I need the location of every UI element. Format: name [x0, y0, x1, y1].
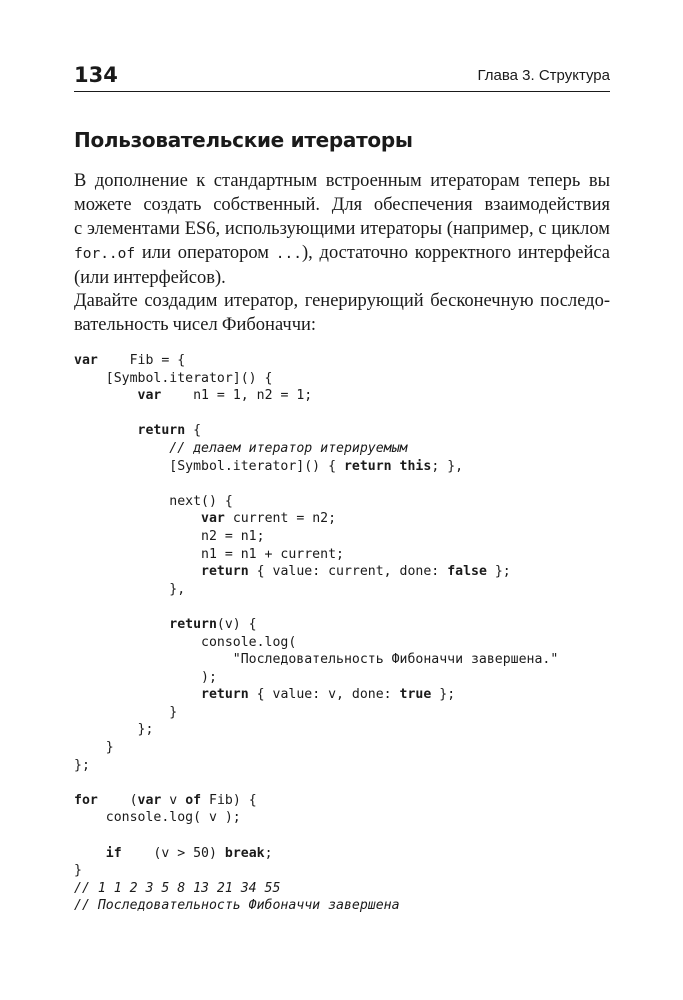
- code-text: },: [74, 581, 186, 597]
- code-comment: // 1 1 2 3 5 8 13 21 34 55: [74, 880, 281, 896]
- code-text: console.log( v );: [74, 810, 241, 826]
- code-text: [Symbol.iterator]() {: [74, 370, 273, 386]
- code-text: [Symbol.iterator]() {: [74, 458, 344, 474]
- running-title: Глава 3. Структура: [477, 67, 610, 84]
- paragraph-line: вательность чисел Фибоначчи:: [74, 315, 317, 335]
- code-text: current = n2;: [224, 511, 337, 527]
- code-line: [74, 757, 614, 775]
- code-line: [74, 440, 614, 458]
- code-line: [74, 493, 614, 511]
- paragraph-text: или оператором: [135, 243, 276, 263]
- fibonacci-paragraph: [74, 289, 610, 337]
- code-text: );: [74, 669, 217, 685]
- code-text: ;: [264, 845, 273, 861]
- code-text: }: [74, 704, 178, 720]
- code-line: [74, 634, 614, 652]
- code-keyword: false: [447, 564, 487, 580]
- code-line: [74, 686, 614, 704]
- code-line: [74, 721, 614, 739]
- code-comment: // делаем итератор итерируемым: [169, 440, 408, 456]
- inline-code-for-of: for..of: [74, 246, 136, 262]
- code-text: Fib) {: [201, 792, 257, 808]
- code-keyword: return: [137, 423, 186, 439]
- code-line: [74, 370, 614, 388]
- paragraph-line: В дополнение к стандартным встроенным итераторам теперь вы: [74, 171, 610, 191]
- code-text: [74, 617, 169, 632]
- code-comment: // Последовательность Фибоначчи завершена: [74, 898, 400, 914]
- code-keyword: this: [399, 458, 432, 474]
- code-line: [74, 422, 614, 440]
- code-line: [74, 809, 614, 827]
- code-text: [74, 687, 201, 702]
- code-line: [74, 510, 614, 528]
- code-keyword: true: [399, 687, 432, 703]
- code-line: [74, 352, 614, 370]
- code-line: [74, 475, 614, 493]
- paragraph-line: Давайте создадим итератор, генерирующий бесконечную последо-: [74, 291, 610, 311]
- code-text: n2 = n1;: [74, 528, 265, 544]
- code-keyword: return: [201, 564, 249, 580]
- code-line: [74, 739, 614, 757]
- code-line: [74, 792, 614, 810]
- code-keyword: of: [185, 792, 202, 808]
- code-text: v: [161, 792, 186, 808]
- code-line: [74, 563, 614, 581]
- code-keyword: var: [137, 388, 162, 404]
- code-line: [74, 598, 614, 616]
- code-keyword: return: [169, 616, 217, 632]
- code-line: [74, 405, 614, 423]
- code-text: console.log(: [74, 634, 297, 650]
- code-text: };: [74, 722, 154, 738]
- code-text: { value: v, done:: [248, 687, 400, 703]
- intro-paragraph: [74, 169, 610, 290]
- code-keyword: break: [224, 845, 265, 861]
- code-text: (v) {: [216, 616, 257, 632]
- code-line: [74, 528, 614, 546]
- code-text: "Последовательность Фибоначчи завершена.": [74, 652, 559, 668]
- code-text: };: [74, 757, 90, 773]
- code-line: [74, 581, 614, 599]
- paragraph-line: (или интерфейсов).: [74, 268, 226, 288]
- code-text: [74, 511, 201, 526]
- page-header: [74, 62, 610, 90]
- code-text: n1 = 1, n2 = 1;: [161, 388, 313, 404]
- code-line: [74, 546, 614, 564]
- code-line: [74, 458, 614, 476]
- code-line: [74, 651, 614, 669]
- paragraph-line: с элементами ES6, использующими итераторы (например, с циклом: [74, 219, 610, 239]
- code-line: [74, 897, 614, 915]
- code-line: [74, 387, 614, 405]
- code-text: { value: current, done:: [248, 564, 448, 580]
- paragraph-text: ), достаточно корректного интерфейса: [301, 243, 610, 263]
- code-text: ; },: [431, 458, 464, 474]
- code-text: }: [74, 740, 114, 756]
- code-text: [74, 846, 106, 861]
- code-text: next() {: [74, 493, 233, 509]
- code-text: }: [74, 863, 82, 879]
- code-text: [392, 459, 400, 474]
- code-line: [74, 862, 614, 880]
- code-line: [74, 827, 614, 845]
- code-keyword: var: [201, 511, 225, 527]
- code-text: {: [185, 423, 202, 439]
- code-line: [74, 669, 614, 687]
- code-line: [74, 616, 614, 634]
- code-text: [74, 441, 169, 456]
- code-keyword: var: [137, 792, 162, 808]
- code-text: [74, 388, 138, 403]
- header-rule: [74, 91, 610, 92]
- code-text: };: [486, 564, 511, 580]
- code-text: n1 = n1 + current;: [74, 546, 344, 562]
- page-number: 134: [74, 63, 118, 87]
- code-text: (: [97, 792, 138, 808]
- paragraph-line: можете создать собственный. Для обеспечения взаимодействия: [74, 195, 610, 215]
- code-text: [74, 564, 201, 579]
- code-line: [74, 880, 614, 898]
- inline-code-spread: ...: [275, 246, 302, 262]
- code-line: [74, 774, 614, 792]
- code-text: };: [431, 687, 456, 703]
- code-text: (v > 50): [121, 845, 225, 861]
- code-line: [74, 845, 614, 863]
- paragraph-line: [74, 241, 610, 266]
- code-keyword: for: [74, 792, 98, 808]
- code-text: Fib = {: [97, 353, 186, 368]
- code-text: [74, 423, 138, 438]
- code-line: [74, 704, 614, 722]
- code-listing: [74, 352, 614, 915]
- code-keyword: return: [343, 458, 392, 474]
- code-keyword: return: [201, 687, 249, 703]
- code-keyword: var: [74, 353, 98, 368]
- code-keyword: if: [105, 845, 122, 861]
- section-title: Пользовательские итераторы: [74, 128, 413, 152]
